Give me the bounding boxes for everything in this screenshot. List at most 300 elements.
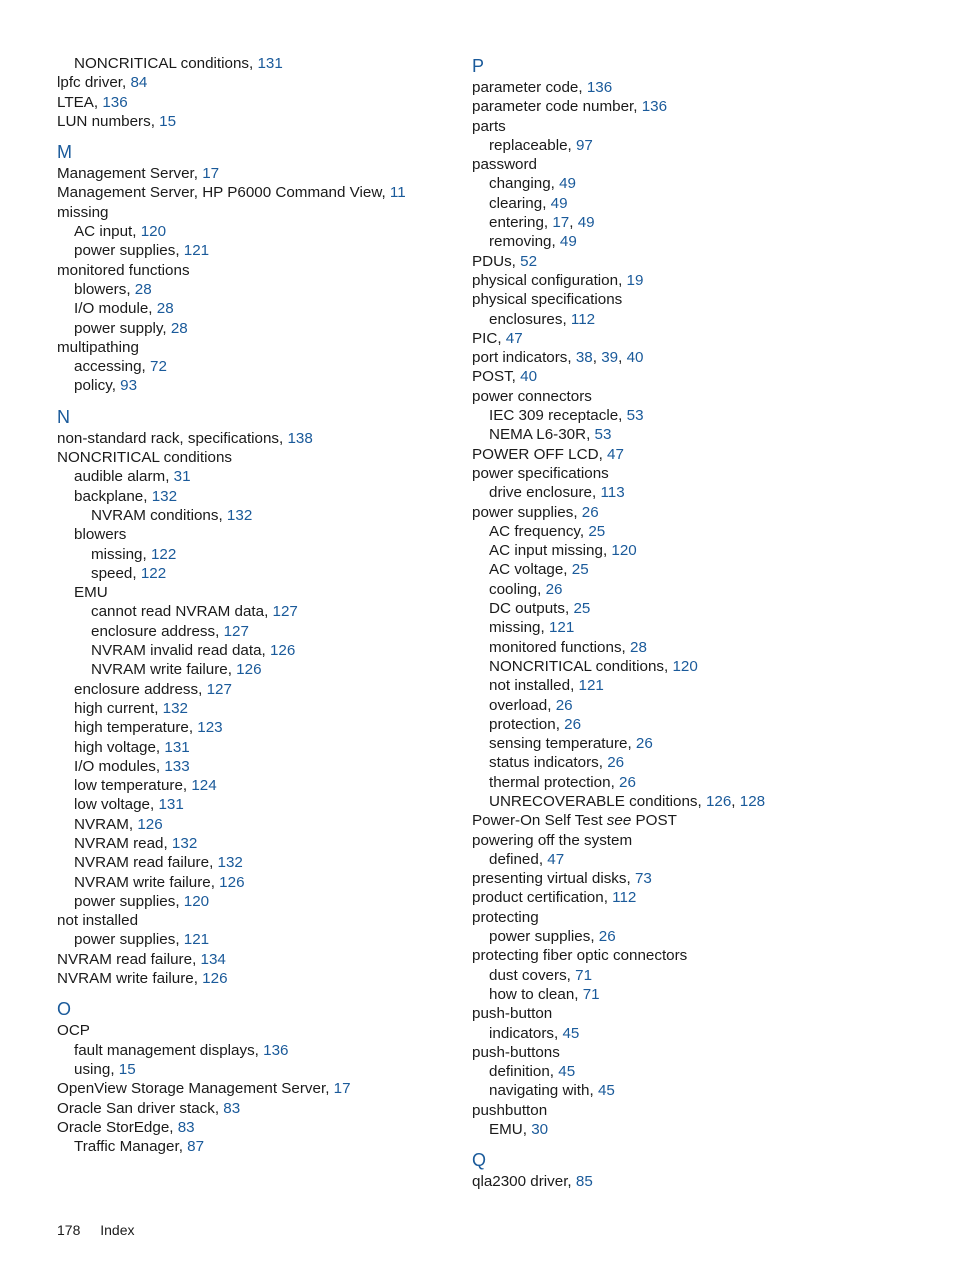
index-entry: missing, 121: [489, 619, 575, 637]
index-entry: enclosures, 112: [489, 310, 596, 328]
index-entry: non-standard rack, specifications, 138: [57, 429, 313, 447]
page-link[interactable]: 113: [600, 484, 625, 502]
page-link[interactable]: 132: [217, 854, 243, 872]
index-term: AC input missing: [489, 542, 603, 560]
index-term: POWER OFF LCD: [472, 445, 599, 463]
index-term: NONCRITICAL conditions: [74, 55, 249, 72]
page-link[interactable]: 47: [505, 329, 523, 347]
index-term: protection: [489, 715, 556, 733]
index-term: push-buttons: [472, 1043, 560, 1061]
index-entry: AC voltage, 25: [489, 561, 589, 579]
page-link[interactable]: 31: [173, 468, 191, 486]
page-link[interactable]: 53: [626, 407, 644, 425]
index-term: lpfc driver: [57, 74, 122, 92]
index-entry: [472, 155, 932, 174]
page-link[interactable]: 87: [187, 1138, 205, 1156]
index-entry: high voltage, 131: [74, 738, 190, 756]
index-entry: enclosure address, 127: [91, 622, 249, 640]
index-term: NVRAM write failure: [91, 661, 228, 679]
page-link[interactable]: 133: [164, 757, 190, 775]
index-entry: physical configuration, 19: [472, 271, 644, 289]
index-term: Management Server: [57, 165, 194, 183]
page-link[interactable]: 138: [287, 429, 313, 447]
index-entry: lpfc driver, 84: [57, 74, 148, 92]
index-term: definition: [489, 1063, 550, 1081]
index-letter-heading: O: [57, 999, 72, 1020]
page-link[interactable]: 127: [206, 680, 232, 698]
index-entry: backplane, 132: [74, 487, 178, 505]
index-entry: [57, 448, 457, 467]
index-term: fault management displays: [74, 1041, 255, 1059]
index-term: Oracle San driver stack: [57, 1099, 215, 1117]
index-entry: defined, 47: [489, 850, 565, 868]
index-term: power specifications: [472, 464, 609, 482]
index-term: accessing: [74, 358, 142, 376]
index-term: power supplies: [472, 503, 574, 521]
index-term: NVRAM read: [74, 834, 164, 852]
index-term: pushbutton: [472, 1101, 548, 1119]
see-reference-label: see: [606, 812, 632, 830]
page-link[interactable]: 45: [597, 1082, 615, 1100]
page-link[interactable]: 45: [558, 1063, 576, 1081]
index-term: monitored functions: [489, 638, 622, 656]
index-term: enclosure address: [91, 622, 216, 640]
index-entry: cannot read NVRAM data, 127: [91, 603, 298, 621]
index-column-left: [57, 54, 457, 1156]
page-link[interactable]: 26: [598, 928, 616, 946]
page-link[interactable]: 136: [641, 98, 668, 116]
index-term: Traffic Manager: [74, 1138, 179, 1156]
index-term: OCP: [57, 1022, 90, 1040]
page-link[interactable]: 26: [607, 754, 625, 772]
index-term: replaceable: [489, 136, 568, 154]
index-entry: [472, 908, 932, 927]
index-entry: policy, 93: [74, 377, 138, 395]
page-link[interactable]: 53: [594, 426, 612, 444]
index-entry: [472, 1004, 932, 1023]
index-entry: NVRAM write failure, 126: [57, 970, 228, 988]
index-entry: [57, 1021, 457, 1040]
index-term: navigating with: [489, 1082, 590, 1100]
index-term: missing: [489, 619, 541, 637]
index-term: power supplies: [489, 928, 591, 946]
index-entry: product certification, 112: [472, 889, 637, 907]
index-term: high voltage: [74, 738, 156, 756]
page-link[interactable]: 132: [171, 834, 198, 852]
page-link[interactable]: 134: [200, 950, 226, 968]
page-link[interactable]: 19: [626, 271, 644, 289]
page-link[interactable]: 121: [183, 242, 210, 260]
index-term: NVRAM: [74, 815, 129, 833]
index-entry: high current, 132: [74, 699, 188, 717]
index-term: how to clean: [489, 985, 575, 1003]
index-entry: I/O modules, 133: [74, 757, 190, 775]
index-term: parameter code: [472, 79, 579, 96]
page-link[interactable]: 45: [562, 1024, 580, 1042]
index-term: product certification: [472, 889, 604, 907]
index-entry: parameter code, 136: [472, 79, 613, 96]
index-term: UNRECOVERABLE conditions: [489, 792, 698, 810]
page-link[interactable]: 83: [177, 1118, 195, 1136]
page-link[interactable]: 49: [577, 214, 595, 232]
index-term: NVRAM read failure: [57, 950, 193, 968]
page-link[interactable]: 122: [150, 545, 177, 563]
index-term: missing: [91, 545, 143, 563]
index-entry: presenting virtual disks, 73: [472, 870, 652, 888]
index-entry: Management Server, 17: [57, 165, 220, 183]
page-number: 178: [57, 1222, 81, 1238]
page-link[interactable]: 122: [140, 564, 167, 582]
page-link[interactable]: 17: [202, 165, 220, 183]
index-term: AC input: [74, 223, 133, 241]
index-term: drive enclosure: [489, 484, 592, 502]
index-letter-heading: M: [57, 142, 72, 163]
index-entry: cooling, 26: [489, 580, 563, 598]
index-entry: [57, 525, 457, 544]
index-term: NEMA L6-30R: [489, 426, 587, 444]
index-entry: low voltage, 131: [74, 796, 184, 814]
page-link[interactable]: 124: [191, 777, 217, 795]
page-link[interactable]: 38: [575, 349, 593, 367]
page-link[interactable]: 28: [170, 319, 188, 337]
page-link[interactable]: 28: [156, 300, 174, 318]
index-term: cooling: [489, 580, 538, 598]
index-term: status indicators: [489, 754, 599, 772]
index-term: EMU: [74, 584, 108, 602]
page-link[interactable]: 73: [634, 870, 652, 888]
index-term: PDUs: [472, 252, 512, 270]
index-term: low voltage: [74, 796, 150, 814]
page-link[interactable]: 25: [588, 522, 606, 540]
index-term: missing: [57, 203, 109, 221]
page-link[interactable]: 112: [570, 310, 596, 328]
index-entry: DC outputs, 25: [489, 600, 591, 618]
index-term: NONCRITICAL conditions: [489, 657, 664, 675]
index-term: cannot read NVRAM data: [91, 603, 265, 621]
page-link[interactable]: 71: [582, 985, 600, 1003]
index-entry: PIC, 47: [472, 329, 523, 347]
index-entry: status indicators, 26: [489, 754, 625, 772]
index-entry: AC input, 120: [74, 223, 167, 241]
index-term: enclosure address: [74, 680, 199, 698]
page-link[interactable]: 120: [183, 892, 210, 910]
page-link[interactable]: 49: [559, 175, 577, 193]
index-term: DC outputs: [489, 600, 565, 618]
index-entry: parameter code number, 136: [472, 98, 668, 116]
index-entry: [472, 946, 932, 965]
index-term: push-button: [472, 1005, 553, 1023]
index-entry: fault management displays, 136: [74, 1041, 289, 1059]
page-link[interactable]: 25: [573, 600, 591, 618]
index-term: blowers: [74, 526, 127, 544]
index-term: thermal protection: [489, 773, 611, 791]
page-link[interactable]: 26: [619, 773, 636, 791]
index-term: speed: [91, 564, 133, 582]
index-term: I/O modules: [74, 757, 156, 775]
index-entry: using, 15: [74, 1060, 136, 1078]
index-term: NVRAM invalid read data: [91, 642, 262, 660]
index-entry: NVRAM write failure, 126: [91, 661, 262, 679]
index-entry: low temperature, 124: [74, 777, 217, 795]
index-term: LUN numbers: [57, 112, 151, 130]
page-link[interactable]: 83: [223, 1099, 241, 1117]
index-entry: high temperature, 123: [74, 719, 223, 737]
index-entry: definition, 45: [489, 1063, 576, 1081]
index-term: physical specifications: [472, 291, 623, 309]
index-entry: [57, 338, 457, 357]
index-entry: AC frequency, 25: [489, 522, 606, 540]
page-link[interactable]: 71: [575, 966, 593, 984]
index-entry: replaceable, 97: [489, 136, 593, 154]
index-term: monitored functions: [57, 261, 190, 279]
index-entry: power supplies, 26: [472, 503, 599, 521]
index-entry: monitored functions, 28: [489, 638, 647, 656]
index-letter-heading: Q: [472, 1150, 487, 1171]
index-entry: how to clean, 71: [489, 985, 600, 1003]
index-entry: dust covers, 71: [489, 966, 593, 984]
index-entry: indicators, 45: [489, 1024, 580, 1042]
page-link[interactable]: 131: [164, 738, 190, 756]
page-link[interactable]: 17: [333, 1080, 351, 1098]
index-entry: blowers, 28: [74, 280, 152, 298]
index-term: indicators: [489, 1024, 554, 1042]
page-link[interactable]: 121: [548, 619, 575, 637]
page-link[interactable]: 126: [269, 642, 296, 660]
index-entry: not installed, 121: [489, 677, 604, 695]
index-entry: speed, 122: [91, 564, 167, 582]
index-entry: IEC 309 receptacle, 53: [489, 407, 644, 425]
page-link[interactable]: 127: [223, 622, 249, 640]
index-entry: sensing temperature, 26: [489, 735, 653, 753]
page-link[interactable]: 40: [626, 349, 644, 367]
index-entry: NVRAM read failure, 132: [74, 854, 243, 872]
index-entry: entering, 17, 49: [489, 214, 595, 232]
page-link[interactable]: 26: [581, 503, 599, 521]
index-term: high temperature: [74, 719, 189, 737]
index-entry: NVRAM conditions, 132: [91, 506, 253, 524]
index-term: backplane: [74, 487, 144, 505]
index-term: NVRAM write failure: [57, 970, 194, 988]
index-term: PIC: [472, 329, 498, 347]
see-reference-target: POST: [635, 812, 677, 830]
index-term: using: [74, 1060, 111, 1078]
index-entry: POST, 40: [472, 368, 538, 386]
page-link[interactable]: 85: [575, 1173, 593, 1191]
page-link[interactable]: 126: [137, 815, 163, 833]
index-term: Oracle StorEdge: [57, 1118, 170, 1136]
index-entry: [57, 261, 457, 280]
index-entry: [472, 1101, 932, 1120]
page-link[interactable]: 15: [159, 112, 177, 130]
page-link[interactable]: 131: [257, 55, 283, 72]
index-term: power supplies: [74, 931, 176, 949]
index-letter-heading: N: [57, 406, 70, 427]
page-link[interactable]: 72: [150, 358, 167, 376]
page-link[interactable]: 40: [520, 368, 538, 386]
page-link[interactable]: 136: [102, 93, 128, 111]
index-entry: audible alarm, 31: [74, 468, 191, 486]
index-entry: LTEA, 136: [57, 93, 128, 111]
index-term: AC frequency: [489, 522, 580, 540]
page-link[interactable]: 132: [226, 506, 253, 524]
index-term: POST: [472, 368, 512, 386]
page-link[interactable]: 112: [612, 889, 637, 907]
index-term: protecting fiber optic connectors: [472, 947, 688, 965]
index-term: LTEA: [57, 93, 94, 111]
index-term: presenting virtual disks: [472, 870, 627, 888]
index-term: Power-On Self Test: [472, 812, 603, 830]
index-entry: NVRAM read failure, 134: [57, 950, 226, 968]
page-link[interactable]: 121: [183, 931, 210, 949]
index-term: high current: [74, 699, 155, 717]
index-entry: NVRAM invalid read data, 126: [91, 642, 296, 660]
page-link[interactable]: 30: [531, 1121, 549, 1139]
index-entry: [472, 117, 932, 136]
page-link[interactable]: 26: [555, 696, 573, 714]
index-term: removing: [489, 233, 552, 251]
page-link[interactable]: 126: [705, 792, 732, 810]
page-link[interactable]: 49: [559, 233, 577, 251]
index-entry: [472, 1043, 932, 1062]
index-term: defined: [489, 850, 539, 868]
index-entry: NVRAM, 126: [74, 815, 163, 833]
page-link[interactable]: 49: [550, 194, 568, 212]
index-column-right: [472, 54, 932, 1192]
index-entry: overload, 26: [489, 696, 573, 714]
index-term: physical configuration: [472, 271, 619, 289]
page-link[interactable]: 39: [601, 349, 619, 367]
page-link[interactable]: 15: [118, 1060, 136, 1078]
index-entry: EMU, 30: [489, 1121, 549, 1139]
index-term: NVRAM write failure: [74, 873, 211, 891]
index-entry: accessing, 72: [74, 358, 167, 376]
index-entry: clearing, 49: [489, 194, 568, 212]
page-link[interactable]: 93: [120, 377, 138, 395]
index-term: policy: [74, 377, 112, 395]
page-link[interactable]: 52: [520, 252, 538, 270]
index-term: low temperature: [74, 777, 183, 795]
index-entry: protection, 26: [489, 715, 582, 733]
page-link[interactable]: 128: [739, 792, 766, 810]
page-link[interactable]: 47: [547, 850, 565, 868]
index-letter-heading: P: [472, 56, 485, 76]
page-link[interactable]: 120: [611, 542, 637, 560]
index-entry: port indicators, 38, 39, 40: [472, 349, 644, 367]
page-link[interactable]: 126: [219, 873, 245, 891]
index-term: IEC 309 receptacle: [489, 407, 619, 425]
index-term: not installed: [57, 912, 139, 930]
index-term: NVRAM conditions: [91, 506, 219, 524]
index-term: blowers: [74, 280, 127, 298]
index-term: NONCRITICAL conditions: [57, 449, 232, 467]
index-entry: [472, 811, 932, 830]
page-link[interactable]: 26: [564, 715, 582, 733]
page-link[interactable]: 121: [578, 677, 604, 695]
index-term: OpenView Storage Management Server: [57, 1080, 326, 1098]
index-term: parts: [472, 117, 506, 135]
page-link[interactable]: 120: [672, 657, 698, 675]
index-entry: I/O module, 28: [74, 300, 174, 318]
page-link[interactable]: 47: [607, 445, 624, 463]
index-entry: drive enclosure, 113: [489, 484, 625, 502]
page-link[interactable]: 26: [545, 580, 563, 598]
index-entry: UNRECOVERABLE conditions, 126, 128: [489, 792, 766, 810]
index-term: non-standard rack, specifications: [57, 429, 280, 447]
index-entry: navigating with, 45: [489, 1082, 615, 1100]
page-link[interactable]: 28: [630, 638, 647, 656]
index-term: clearing: [489, 194, 543, 212]
index-entry: [57, 911, 457, 930]
index-entry: NEMA L6-30R, 53: [489, 426, 612, 444]
footer-section-title: Index: [100, 1222, 135, 1238]
index-term: sensing temperature: [489, 735, 628, 753]
page-link[interactable]: 120: [140, 223, 167, 241]
index-entry: Oracle San driver stack, 83: [57, 1099, 241, 1117]
page-link[interactable]: 136: [263, 1041, 289, 1059]
index-entry: thermal protection, 26: [489, 773, 636, 791]
index-entry: PDUs, 52: [472, 252, 538, 270]
index-entry: [472, 290, 932, 309]
page-link[interactable]: 132: [151, 487, 178, 505]
index-entry: removing, 49: [489, 233, 577, 251]
index-entry: enclosure address, 127: [74, 680, 232, 698]
page-link[interactable]: 127: [272, 603, 298, 621]
page-link[interactable]: 123: [197, 719, 223, 737]
index-term: power supply: [74, 319, 163, 337]
index-entry: [57, 583, 457, 602]
index-term: qla2300 driver: [472, 1173, 568, 1191]
index-entry: power supplies, 121: [74, 931, 210, 949]
page-link[interactable]: 11: [389, 184, 406, 202]
index-term: overload: [489, 696, 548, 714]
page-link[interactable]: 97: [575, 136, 593, 154]
index-entry: NVRAM read, 132: [74, 834, 198, 852]
index-entry: OpenView Storage Management Server, 17: [57, 1080, 351, 1098]
page-link[interactable]: 131: [158, 796, 184, 814]
index-entry: AC input missing, 120: [489, 542, 637, 560]
index-entry: power supplies, 121: [74, 242, 210, 260]
page-link[interactable]: 132: [162, 699, 188, 717]
index-entry: [472, 387, 932, 406]
index-term: changing: [489, 175, 551, 193]
index-term: protecting: [472, 908, 539, 926]
index-term: power supplies: [74, 892, 176, 910]
page-link[interactable]: 84: [130, 74, 148, 92]
index-term: password: [472, 156, 537, 174]
index-entry: power supplies, 26: [489, 928, 616, 946]
page-footer: [57, 1222, 135, 1238]
index-term: AC voltage: [489, 561, 564, 579]
page-link[interactable]: 25: [571, 561, 589, 579]
index-term: audible alarm: [74, 468, 166, 486]
index-term: NVRAM read failure: [74, 854, 210, 872]
index-term: multipathing: [57, 338, 139, 356]
page-link[interactable]: 28: [134, 280, 152, 298]
index-entry: POWER OFF LCD, 47: [472, 445, 624, 463]
index-entry: NONCRITICAL conditions, 131: [74, 55, 283, 72]
page-link[interactable]: 126: [202, 970, 228, 988]
index-entry: [57, 203, 457, 222]
page-link[interactable]: 17: [552, 214, 570, 232]
page-link[interactable]: 136: [586, 79, 613, 96]
index-entry: changing, 49: [489, 175, 577, 193]
index-term: Management Server, HP P6000 Command View: [57, 184, 382, 202]
index-term: power supplies: [74, 242, 176, 260]
page-link[interactable]: 126: [236, 661, 262, 679]
index-entry: NONCRITICAL conditions, 120: [489, 657, 698, 675]
index-entry: LUN numbers, 15: [57, 112, 177, 130]
page-link[interactable]: 26: [635, 735, 653, 753]
